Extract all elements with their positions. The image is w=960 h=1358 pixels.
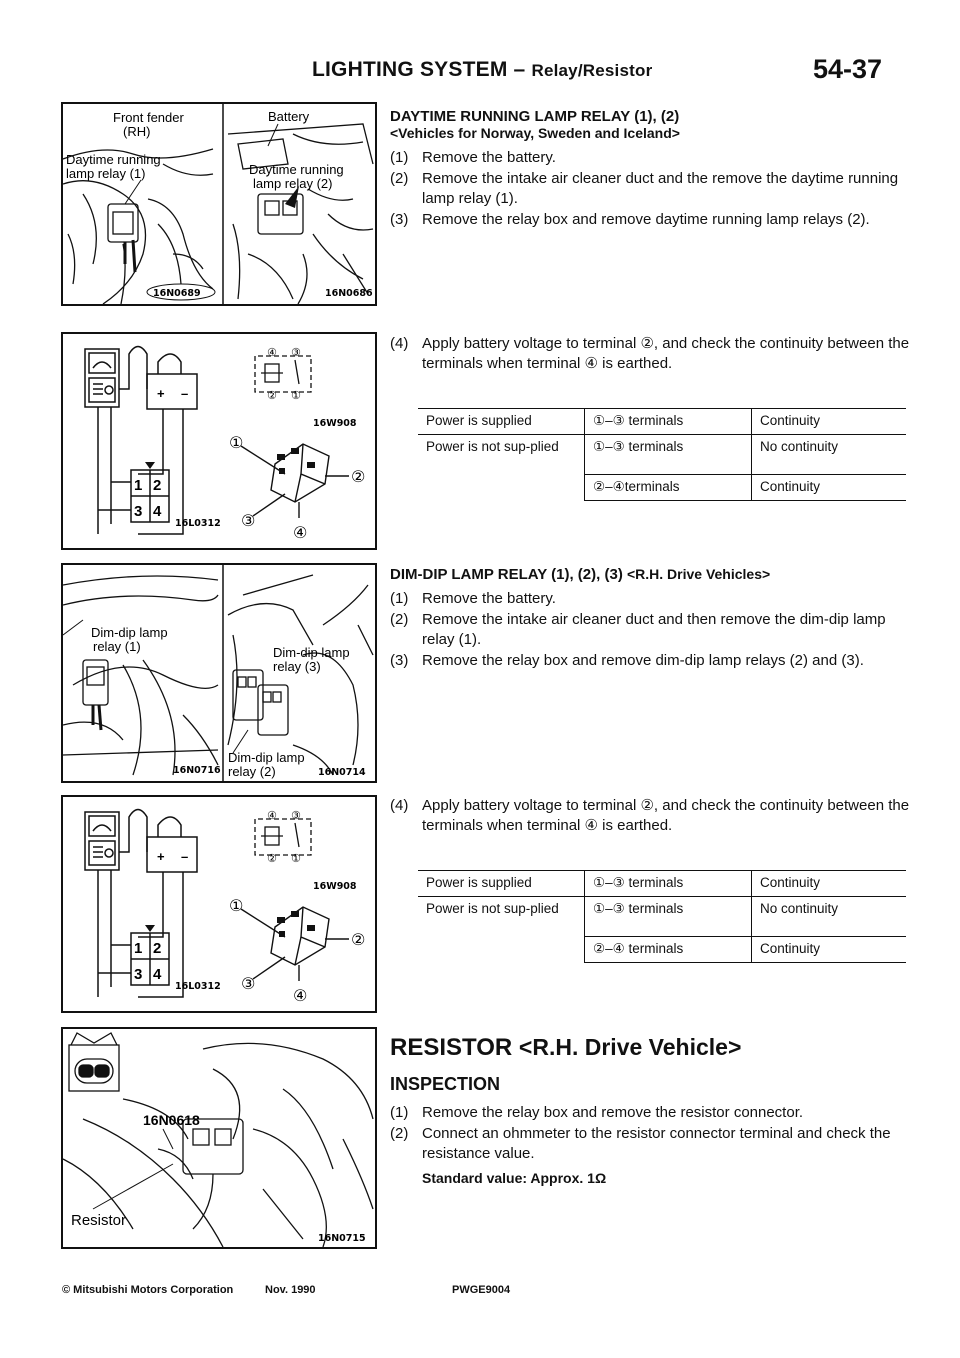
section2-step-4 bbox=[390, 796, 910, 837]
section-resistor bbox=[390, 1034, 910, 1186]
footer-date: Nov. 1990 bbox=[265, 1284, 316, 1296]
standard-value: Standard value: Approx. 1Ω bbox=[422, 1170, 607, 1186]
list-item: (2) Remove the intake air cleaner duct and then remove the dim-dip lamp relay (1). bbox=[390, 611, 886, 648]
figure-dimdip-relay-test bbox=[61, 795, 377, 1013]
page-number: 54-37 bbox=[813, 54, 883, 84]
section-dimdip-lamp-relay bbox=[390, 566, 910, 672]
section1-step-4 bbox=[390, 334, 910, 375]
fig3-label-relay-1: relay (1) bbox=[93, 639, 141, 654]
fig1-label-lamp-relay-1: lamp relay (1) bbox=[66, 166, 146, 181]
figure-daytime-relay-drawing bbox=[63, 104, 375, 304]
page-subtitle: Relay/Resistor bbox=[531, 61, 653, 80]
section2-continuity-table bbox=[418, 870, 906, 963]
figure-resistor-location bbox=[61, 1027, 377, 1249]
fig3-label-relay-2: relay (2) bbox=[228, 764, 276, 779]
page-title: LIGHTING SYSTEM – Relay/Resistor bbox=[312, 58, 653, 81]
fig3-code-left: 16N0716 bbox=[173, 765, 221, 776]
battery-plus: + bbox=[157, 849, 165, 864]
fig2-schematic-pin-4: ④ bbox=[267, 347, 277, 359]
fig3-code-right: 16N0714 bbox=[318, 767, 366, 778]
battery-minus: – bbox=[181, 849, 189, 864]
fig5-label-resistor: Resistor bbox=[71, 1212, 127, 1229]
pin-2: 2 bbox=[153, 940, 162, 957]
figure-dimdip-relay-drawing bbox=[63, 565, 375, 781]
figure-relay-test-drawing-2 bbox=[63, 797, 375, 1011]
fig2-schematic-pin-3: ③ bbox=[291, 347, 301, 359]
fig1-label-daytime-running: Daytime running bbox=[66, 152, 161, 167]
list-item: (3) Remove the relay box and remove dim-dip lamp relays (2) and (3). bbox=[390, 652, 864, 669]
section1-vehicle: <Vehicles for Norway, Sweden and Iceland> bbox=[390, 125, 680, 141]
fig1-label-lamp-relay-2: lamp relay (2) bbox=[253, 176, 333, 191]
fig2-schematic-pin-1: ① bbox=[291, 390, 301, 402]
fig1-label-daytime-running-2: Daytime running bbox=[249, 162, 344, 177]
pin-1: 1 bbox=[134, 477, 143, 494]
table-row: Power is not sup-plied ①–③ terminals No continuity bbox=[418, 897, 906, 937]
section3-steps bbox=[390, 1103, 910, 1164]
page-header bbox=[0, 28, 960, 84]
fig2-relay-pin-2: ② bbox=[351, 469, 366, 486]
table-row: Power is supplied ①–③ terminals Continuity bbox=[418, 871, 906, 897]
fig4-schematic-pin-3: ③ bbox=[291, 810, 301, 822]
fig1-code-left: 16N0689 bbox=[153, 288, 201, 299]
fig3-label-relay-3: relay (3) bbox=[273, 659, 321, 674]
figure-dimdip-relay-locations bbox=[61, 563, 377, 783]
fig1-label-battery: Battery bbox=[268, 109, 310, 124]
section3-heading: RESISTOR <R.H. Drive Vehicle> bbox=[390, 1034, 742, 1061]
fig4-schematic-pin-1: ① bbox=[291, 853, 301, 865]
fig2-relay-code: 16W908 bbox=[313, 418, 357, 429]
pin-1: 1 bbox=[134, 940, 143, 957]
battery-plus: + bbox=[157, 386, 165, 401]
fig4-schematic-pin-2: ② bbox=[267, 853, 277, 865]
fig3-label-dimdip-lamp-3: Dim-dip lamp bbox=[273, 645, 350, 660]
section2-vehicle: <R.H. Drive Vehicles> bbox=[626, 566, 771, 582]
fig4-relay-pin-3: ③ bbox=[241, 976, 256, 993]
section-daytime-running-lamp-relay bbox=[390, 108, 910, 231]
fig2-schematic-pin-2: ② bbox=[267, 390, 277, 402]
table-row: Power is supplied ①–③ terminals Continuity bbox=[418, 409, 906, 435]
fig1-label-rh: (RH) bbox=[123, 124, 151, 139]
pin-3: 3 bbox=[134, 966, 143, 983]
fig2-relay-pin-3: ③ bbox=[241, 513, 256, 530]
fig3-label-dimdip-lamp: Dim-dip lamp bbox=[91, 625, 168, 640]
section2-steps bbox=[390, 589, 910, 671]
fig4-relay-pin-2: ② bbox=[351, 932, 366, 949]
section1-continuity-table bbox=[418, 408, 906, 501]
fig4-relay-pin-4: ④ bbox=[293, 988, 308, 1005]
pin-4: 4 bbox=[153, 503, 162, 520]
figure-resistor-drawing bbox=[63, 1029, 375, 1247]
fig1-label-front-fender: Front fender bbox=[113, 110, 184, 125]
section2-heading: DIM-DIP LAMP RELAY (1), (2), (3) <R.H. Drive Vehicles> bbox=[390, 566, 771, 583]
list-item: (1) Remove the battery. bbox=[390, 590, 556, 607]
fig4-relay-code: 16W908 bbox=[313, 881, 357, 892]
section1-steps bbox=[390, 148, 910, 230]
fig4-tester-code: 16L0312 bbox=[175, 981, 221, 992]
list-item: (2) Remove the intake air cleaner duct and the remove the daytime running lamp relay (1). bbox=[390, 170, 899, 207]
section1-heading: DAYTIME RUNNING LAMP RELAY (1), (2) <Vehicles for Norway, Sweden and Iceland> bbox=[390, 108, 680, 141]
list-item: (4) Apply battery voltage to terminal ②, and check the continuity between the terminals when terminal ④ is earthed. bbox=[390, 335, 910, 372]
footer-doc-code: PWGE9004 bbox=[452, 1284, 511, 1296]
section3-vehicle: <R.H. Drive Vehicle> bbox=[518, 1034, 742, 1060]
figure-daytime-relay-locations bbox=[61, 102, 377, 306]
pin-4: 4 bbox=[153, 966, 162, 983]
pin-3: 3 bbox=[134, 503, 143, 520]
table-row: ②–④terminals Continuity bbox=[418, 475, 906, 501]
list-item: (2) Connect an ohmmeter to the resistor connector terminal and check the resistance value. bbox=[390, 1125, 891, 1162]
fig4-schematic-pin-4: ④ bbox=[267, 810, 277, 822]
list-item: (1) Remove the relay box and remove the resistor connector. bbox=[390, 1104, 804, 1121]
figure-daytime-relay-test bbox=[61, 332, 377, 550]
section3-subheading: INSPECTION bbox=[390, 1074, 501, 1094]
fig1-code-right: 16N0686 bbox=[325, 288, 373, 299]
fig2-relay-pin-1: ① bbox=[229, 435, 244, 452]
list-item: (1) Remove the battery. bbox=[390, 149, 556, 166]
list-item: (3) Remove the relay box and remove daytime running lamp relays (2). bbox=[390, 211, 870, 228]
pin-2: 2 bbox=[153, 477, 162, 494]
fig2-relay-pin-4: ④ bbox=[293, 525, 308, 542]
fig2-tester-code: 16L0312 bbox=[175, 518, 221, 529]
battery-minus: – bbox=[181, 386, 189, 401]
footer-copyright: © Mitsubishi Motors Corporation bbox=[62, 1284, 234, 1296]
fig5-code: 16N0715 bbox=[318, 1233, 366, 1244]
table-row: ②–④ terminals Continuity bbox=[418, 937, 906, 963]
table-row: Power is not sup-plied ①–③ terminals No continuity bbox=[418, 435, 906, 475]
fig3-label-dimdip-lamp-2: Dim-dip lamp bbox=[228, 750, 305, 765]
fig5-inset-code: 16N0618 bbox=[143, 1112, 200, 1128]
fig4-relay-pin-1: ① bbox=[229, 898, 244, 915]
list-item: (4) Apply battery voltage to terminal ②, and check the continuity between the terminals when terminal ④ is earthed. bbox=[390, 797, 910, 834]
figure-relay-test-drawing-1 bbox=[63, 334, 375, 548]
